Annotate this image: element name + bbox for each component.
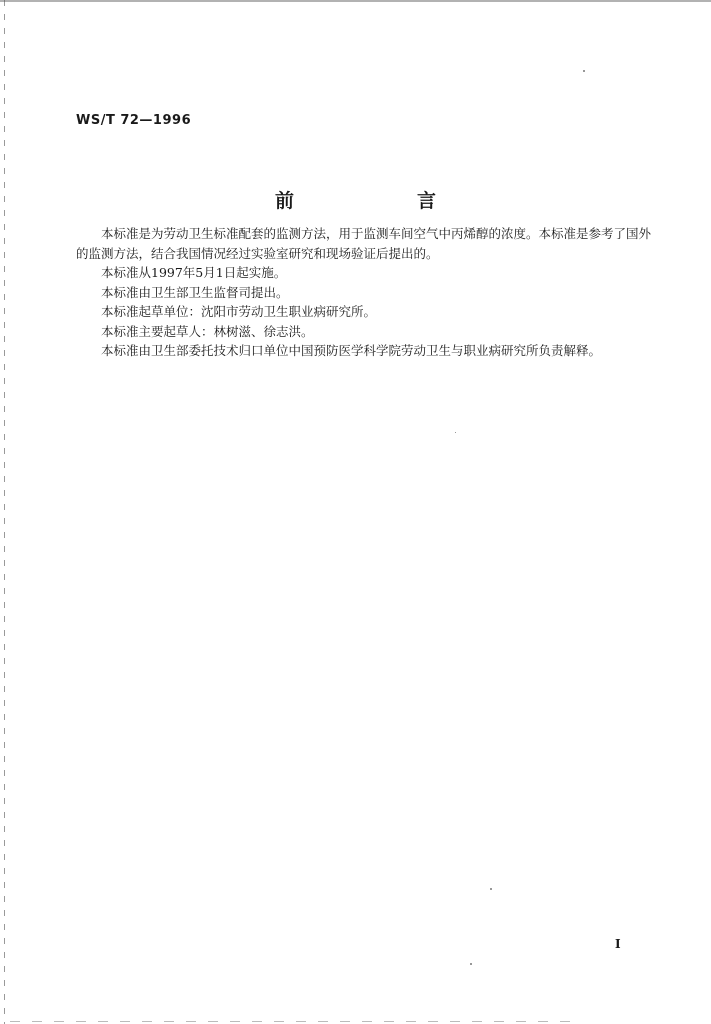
paragraph-purpose: 本标准是为劳动卫生标准配套的监测方法，用于监测车间空气中丙烯醇的浓度。本标准是参考了国外的监测方法，结合我国情况经过实验室研究和现场验证后提出的。 [76,226,652,261]
scan-speck [455,432,456,433]
paragraph-drafters: 本标准主要起草人：林树滋、徐志洪。 [101,323,314,339]
paragraph-interpretation: 本标准由卫生部委托技术归口单位中国预防医学科学院劳动卫生与职业病研究所负责解释。 [101,343,602,358]
scan-edge-left [4,0,5,1024]
scan-speck [490,888,492,890]
page-number: I [615,937,621,951]
paragraph-proposer: 本标准由卫生部卫生监督司提出。 [101,284,289,300]
page-title: 前 言 [274,190,488,212]
paragraph-effective-date: 本标准从1997年5月1日起实施。 [101,265,287,280]
scan-speck [470,963,472,965]
scan-edge-bottom [10,1021,570,1022]
paragraph-drafting-unit: 本标准起草单位：沈阳市劳动卫生职业病研究所。 [101,304,377,319]
scan-edge-top [0,0,711,2]
standard-code: WS/T 72—1996 [76,113,192,128]
scan-speck [583,70,585,72]
foreword-body [76,224,654,361]
